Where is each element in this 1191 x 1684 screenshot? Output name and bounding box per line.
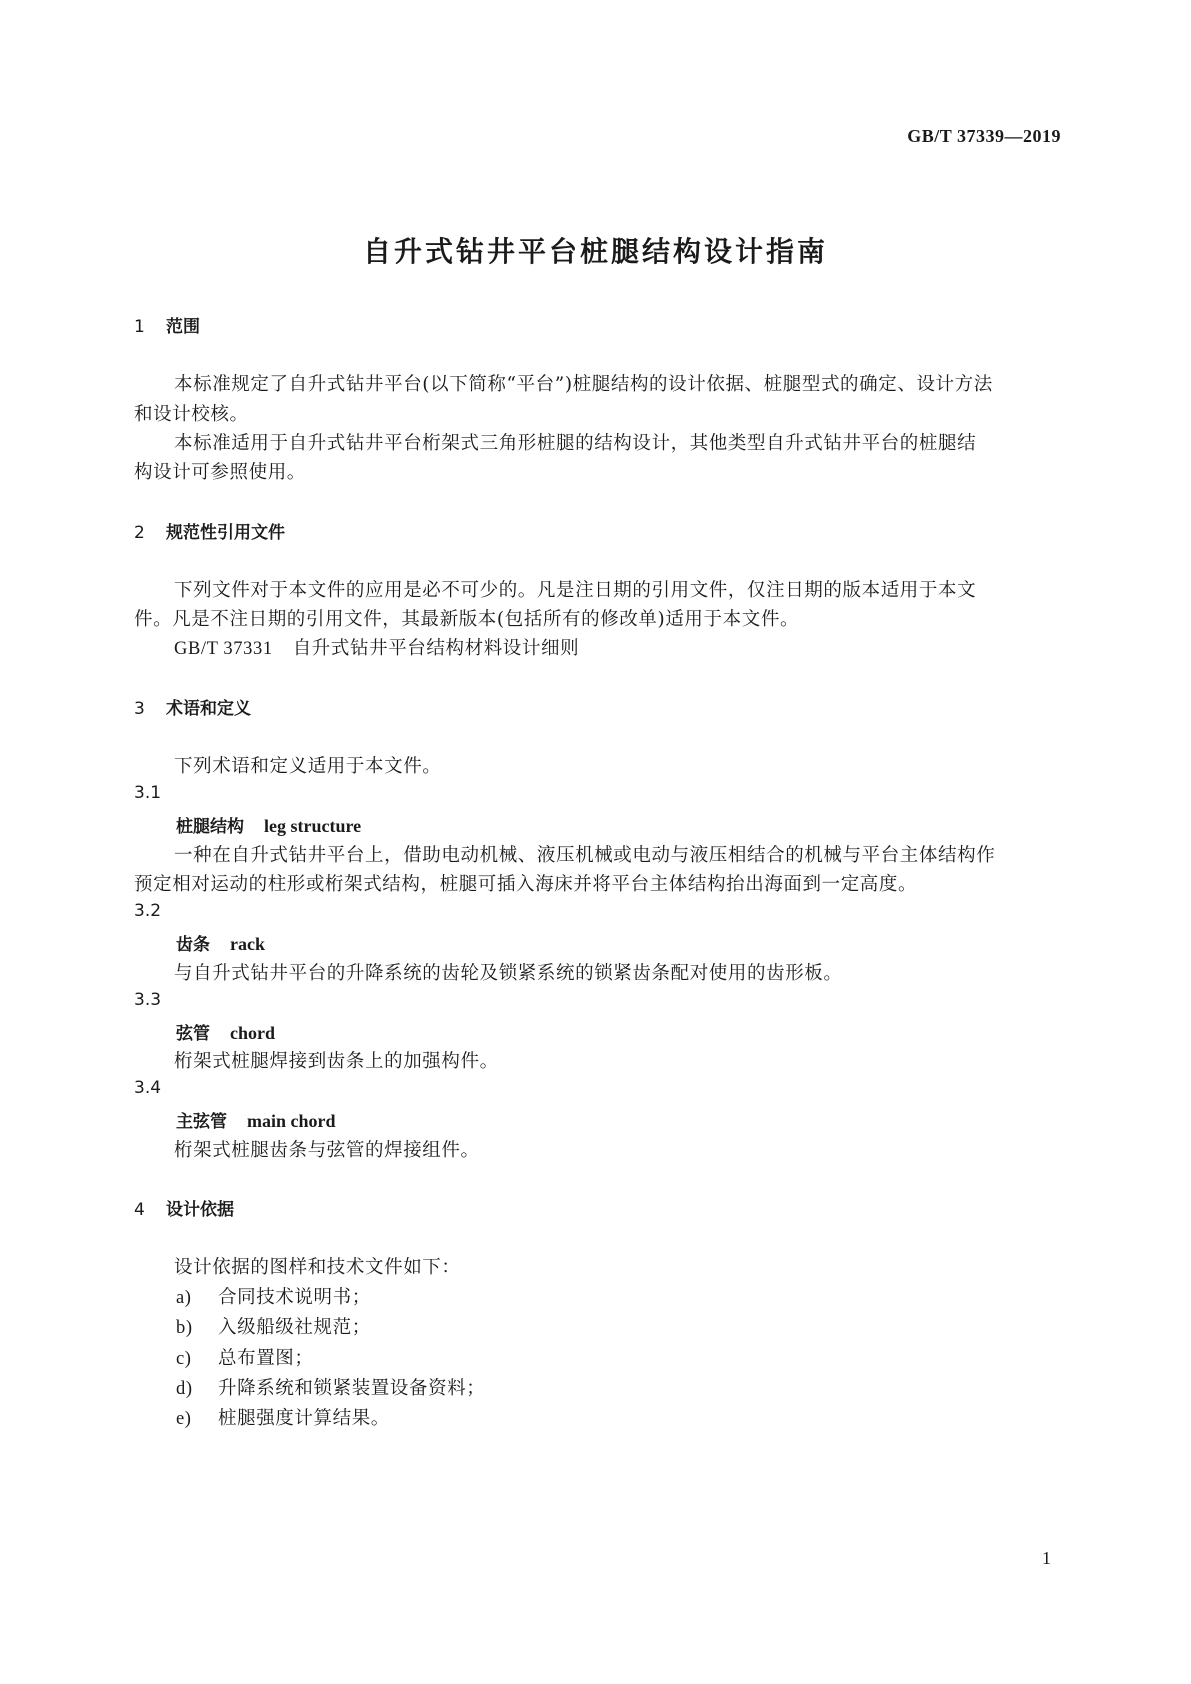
term-english: chord <box>230 1023 275 1043</box>
section-1-heading <box>134 312 200 337</box>
term-english: main chord <box>247 1111 336 1131</box>
section-1-paragraph-1-cont: 和设计校核。 <box>134 404 249 425</box>
list-marker: a) <box>176 1288 192 1308</box>
term-chinese: 弦管 <box>176 1024 210 1044</box>
standard-code: GB/T 37339—2019 <box>907 126 1061 146</box>
list-text: 总布置图； <box>218 1348 314 1369</box>
section-2-heading <box>134 518 285 543</box>
normative-reference <box>174 634 579 660</box>
section-number: 3 <box>134 699 145 719</box>
term-english: leg structure <box>264 816 362 836</box>
term-definition: 与自升式钻井平台的升降系统的齿轮及锁紧系统的锁紧齿条配对使用的齿形板。 <box>174 963 843 984</box>
term-english: rack <box>230 934 265 954</box>
term-number: 3.4 <box>134 1078 162 1098</box>
term-definition: 桁架式桩腿齿条与弦管的焊接组件。 <box>174 1140 480 1161</box>
list-marker: c) <box>176 1349 192 1369</box>
section-number: 2 <box>134 523 145 543</box>
list-item <box>176 1344 314 1370</box>
section-2-paragraph-1: 下列文件对于本文件的应用是必不可少的。凡是注日期的引用文件，仅注日期的版本适用于本文 <box>174 580 977 601</box>
term-definition: 一种在自升式钻井平台上，借助电动机械、液压机械或电动与液压相结合的机械与平台主体结构作 <box>174 845 996 866</box>
section-2-paragraph-1-cont: 件。凡是不注日期的引用文件，其最新版本(包括所有的修改单)适用于本文件。 <box>134 609 800 630</box>
section-title: 术语和定义 <box>166 699 251 719</box>
list-text: 桩腿强度计算结果。 <box>218 1408 390 1429</box>
section-4-intro: 设计依据的图样和技术文件如下： <box>174 1257 461 1278</box>
section-1-paragraph-1: 本标准规定了自升式钻井平台(以下简称“平台”)桩腿结构的设计依据、桩腿型式的确定、设计方法 <box>174 374 993 395</box>
term-chinese: 桩腿结构 <box>176 817 244 837</box>
list-text: 合同技术说明书； <box>218 1287 371 1308</box>
term-chinese: 齿条 <box>176 935 210 955</box>
term-number: 3.2 <box>134 901 162 921</box>
section-number: 1 <box>134 317 145 337</box>
term-heading <box>176 1107 336 1132</box>
section-4-heading <box>134 1195 234 1220</box>
section-3-heading <box>134 694 251 719</box>
section-1-paragraph-2-cont: 构设计可参照使用。 <box>134 462 306 483</box>
term-number: 3.1 <box>134 783 162 803</box>
section-number: 4 <box>134 1200 145 1220</box>
term-heading <box>176 1019 275 1044</box>
section-title: 设计依据 <box>166 1200 234 1220</box>
list-text: 入级船级社规范； <box>218 1317 371 1338</box>
list-item <box>176 1404 390 1430</box>
section-1-paragraph-2: 本标准适用于自升式钻井平台桁架式三角形桩腿的结构设计，其他类型自升式钻井平台的桩腿结 <box>174 433 977 454</box>
term-heading <box>176 930 265 955</box>
section-title: 范围 <box>166 317 200 337</box>
list-text: 升降系统和锁紧装置设备资料； <box>218 1378 486 1399</box>
reference-code: GB/T 37331 <box>174 639 273 659</box>
section-title: 规范性引用文件 <box>166 523 285 543</box>
list-item <box>176 1374 485 1400</box>
reference-title: 自升式钻井平台结构材料设计细则 <box>292 638 580 659</box>
list-item <box>176 1313 371 1339</box>
term-number: 3.3 <box>134 990 162 1010</box>
term-definition: 桁架式桩腿焊接到齿条上的加强构件。 <box>174 1051 499 1072</box>
term-heading <box>176 812 361 837</box>
list-marker: b) <box>176 1318 193 1338</box>
document-title: 自升式钻井平台桩腿结构设计指南 <box>362 235 828 268</box>
page-number: 1 <box>1042 1548 1051 1568</box>
list-item <box>176 1283 371 1309</box>
term-definition-cont: 预定相对运动的柱形或桁架式结构，桩腿可插入海床并将平台主体结构抬出海面到一定高度。 <box>134 874 918 895</box>
list-marker: e) <box>176 1409 192 1429</box>
section-3-intro: 下列术语和定义适用于本文件。 <box>174 756 442 777</box>
term-chinese: 主弦管 <box>176 1112 227 1132</box>
list-marker: d) <box>176 1379 193 1399</box>
